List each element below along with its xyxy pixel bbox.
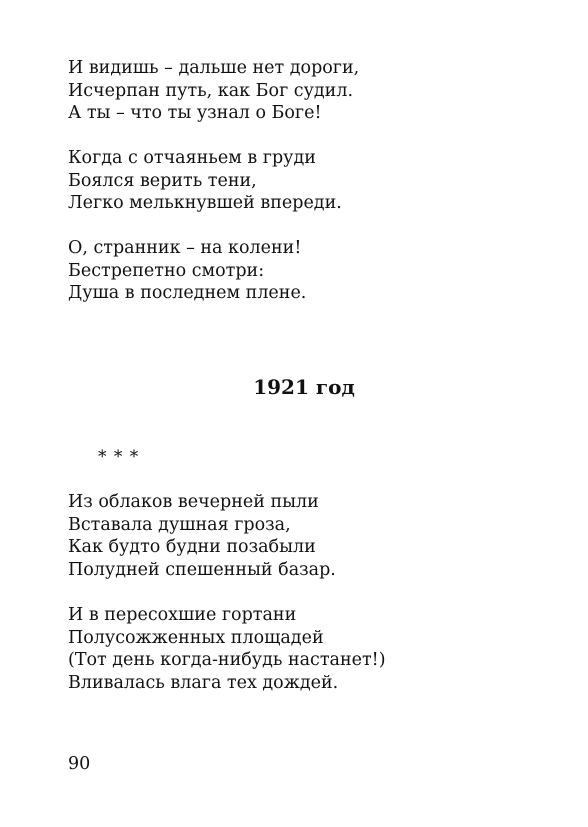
verse-line: Полудней спешенный базар. [68, 559, 336, 580]
verse-line: Вставала душная гроза, [68, 514, 291, 535]
verse-line: Как будто будни позабыли [68, 537, 316, 557]
verse-line: Боялся верить тени, [68, 170, 257, 191]
verse-line: Легко мелькнувшей впереди. [68, 193, 342, 213]
verse-line: Исчерпан путь, как Бог судил. [68, 80, 354, 101]
stanza-3 [68, 237, 528, 305]
verse-line: Когда с отчаяньем в груди [68, 148, 316, 168]
verse-line: Из облаков вечерней пыли [68, 492, 319, 512]
stanza-5 [68, 604, 528, 694]
section-title: 1921 год [253, 375, 355, 399]
verse-line: А ты – что ты узнал о Боге! [68, 103, 322, 123]
verse-line: Вливалась влага тех дождей. [68, 672, 339, 693]
verse-line: Душа в последнем плене. [68, 283, 307, 303]
verse-line: Бестрепетно смотри: [68, 260, 265, 281]
stanza-2 [68, 147, 528, 215]
poem-separator-asterisks: * * * [98, 447, 140, 467]
verse-line: И в пересохшие гортани [68, 605, 297, 625]
verse-line: О, странник – на колени! [68, 238, 302, 258]
stanza-4 [68, 491, 528, 581]
verse-line: (Тот день когда-нибудь настанет!) [68, 650, 386, 670]
verse-line: И видишь – дальше нет дороги, [68, 58, 360, 78]
stanza-1 [68, 57, 528, 125]
page-number: 90 [68, 754, 91, 774]
verse-line: Полусожженных площадей [68, 627, 324, 648]
